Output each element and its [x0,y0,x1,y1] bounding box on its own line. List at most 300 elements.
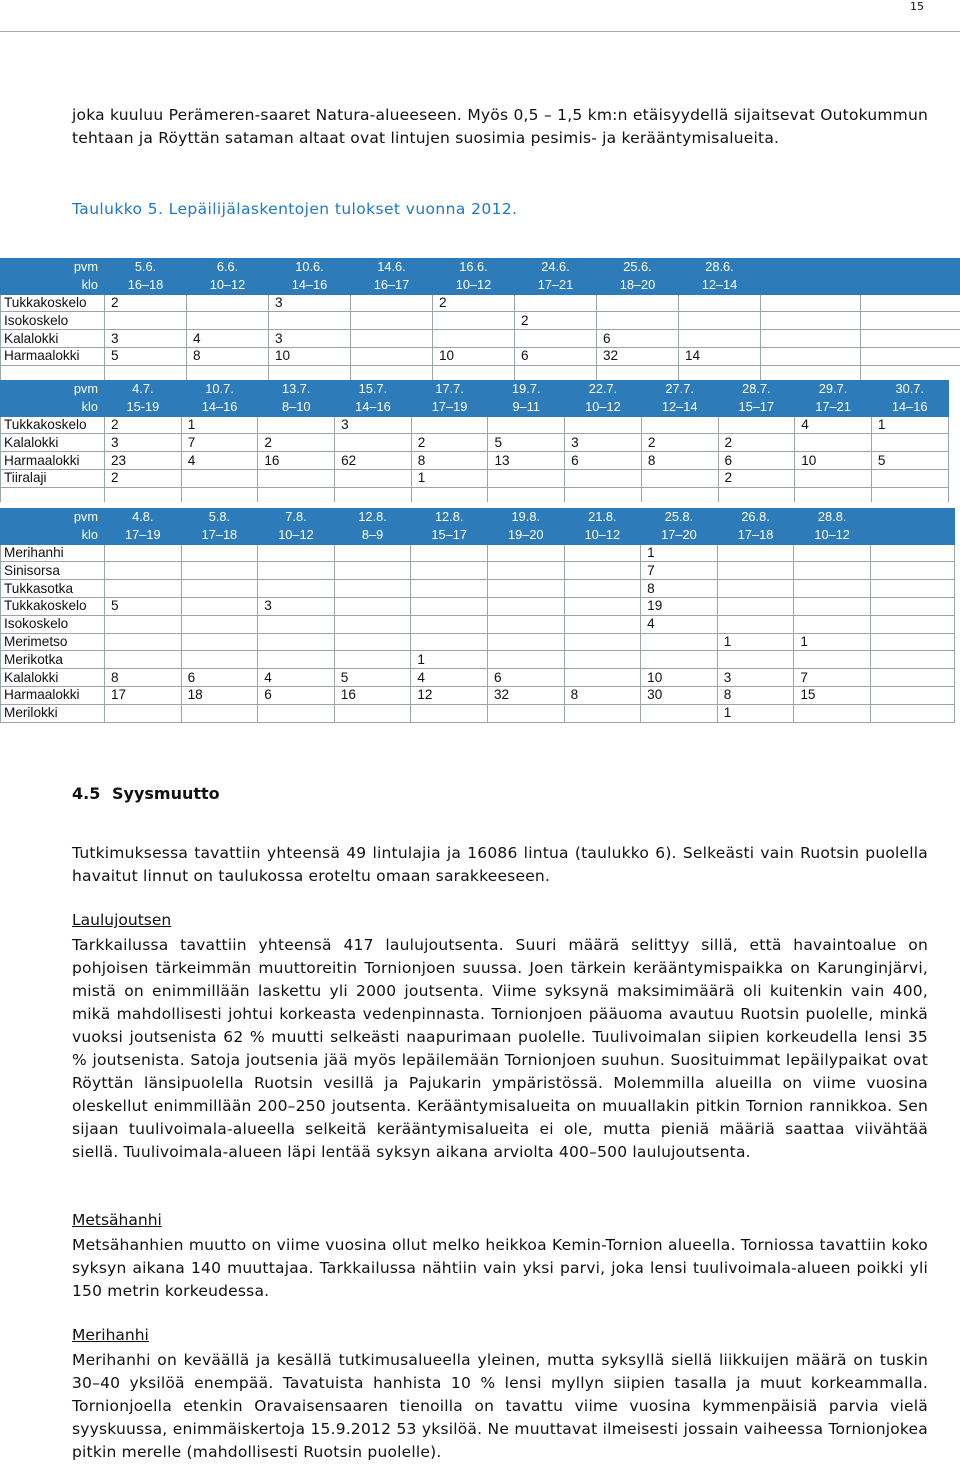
times-cell: 15–17 [411,526,488,544]
count-cell [351,347,433,365]
species-name: Harmaalokki [1,452,105,470]
count-cell: 12 [411,686,488,704]
species-name: Kalalokki [1,330,105,348]
count-cell [258,580,335,598]
table-row [1,580,955,598]
species-name: Merilokki [1,704,105,722]
page-number: 15 [910,0,924,13]
dates-cell: 5.8. [181,509,258,527]
count-cell [564,562,641,580]
count-cell: 5 [334,669,411,687]
count-cell [411,544,488,562]
table-row [1,544,955,562]
dates-cell: 28.6. [679,259,761,277]
blank-cell [870,651,954,669]
count-cell: 8 [187,347,269,365]
table-row [1,704,955,722]
dates-cell: 12.8. [411,509,488,527]
species-name: Merihanhi [1,544,105,562]
count-cell [181,469,258,487]
header-blank-cell [870,509,954,527]
dates-cell: 4.8. [105,509,182,527]
blank-cell [870,633,954,651]
count-cell [717,562,794,580]
count-cell: 10 [433,347,515,365]
count-cell [717,597,794,615]
spacer-cell [258,487,335,502]
count-cell [433,312,515,330]
count-cell [487,651,564,669]
spacer-cell [351,365,433,380]
times-cell: 14–16 [871,398,948,416]
times-cell: 10–12 [433,276,515,294]
count-cell: 4 [181,452,258,470]
count-cell: 19 [641,597,718,615]
times-label: klo [1,276,105,294]
count-cell: 2 [105,469,182,487]
count-cell [258,633,335,651]
header-blank-cell [861,276,960,294]
times-cell: 16–18 [105,276,187,294]
count-cell: 2 [515,312,597,330]
count-cell: 16 [334,686,411,704]
intro-paragraph: joka kuuluu Perämeren-saaret Natura-alueeseen. Myös 0,5 – 1,5 km:n etäisyydellä sijaitsevat Outokummun tehtaan ja Röyttän sataman altaat ovat lintujen suosimia pesimis- ja kerääntymisalueita. [72,106,928,147]
count-cell: 8 [105,669,182,687]
count-cell [564,669,641,687]
observation-table-august [0,508,955,723]
count-cell [105,544,182,562]
species-name: Sinisorsa [1,562,105,580]
count-cell [105,615,182,633]
header-row-dates [1,509,955,527]
times-cell: 15–17 [718,398,795,416]
count-cell [334,597,411,615]
subsection-text-merihanhi: Merihanhi on keväällä ja kesällä tutkimusalueella yleinen, mutta syksyllä siellä liikkuijen määrä on tuskin 30–40 yksilöä enempää. Tavatuista hanhista 10 % lensi myllyn siipien tasalla ja muut korkeammalla. Tornionjoella etenkin Oravaisensaaren tienoilla on tavattu viime vuosina kymmenpäisiä parvia vielä syyskuussa, enimmäiskertoja 15.9.2012 53 yksilöä. Ne muuttavat ilmeisesti jossain vaiheessa Tornionjokea pitkin merelle (mahdollisesti Ruotsin puolelle). [72,1351,928,1461]
count-cell [105,580,182,598]
header-blank-cell [761,276,861,294]
count-cell [641,633,718,651]
count-cell [433,330,515,348]
count-cell: 6 [258,686,335,704]
species-name: Merikotka [1,651,105,669]
count-cell [564,580,641,598]
count-cell [717,651,794,669]
count-cell: 6 [181,669,258,687]
blank-cell [761,294,861,312]
species-name: Isokoskelo [1,615,105,633]
dates-cell: 28.8. [794,509,871,527]
count-cell [564,615,641,633]
blank-cell [870,669,954,687]
count-cell [487,562,564,580]
spacer-cell [861,365,960,380]
count-cell [411,580,488,598]
spacer-cell [597,365,679,380]
count-cell: 4 [187,330,269,348]
dates-cell: 6.6. [187,259,269,277]
count-cell [679,312,761,330]
count-cell [258,469,335,487]
count-cell: 8 [564,686,641,704]
dates-cell: 28.7. [718,381,795,399]
count-cell [871,469,948,487]
times-cell: 14–16 [269,276,351,294]
count-cell [564,633,641,651]
count-cell [334,544,411,562]
count-cell: 10 [795,452,872,470]
count-cell [411,615,488,633]
spacer-cell [1,365,105,380]
dates-label: pvm [1,509,105,527]
species-name: Merimetso [1,633,105,651]
times-cell: 17–18 [181,526,258,544]
count-cell: 8 [641,452,718,470]
count-cell: 23 [105,452,182,470]
count-cell: 2 [433,294,515,312]
count-cell [334,704,411,722]
times-cell: 18–20 [597,276,679,294]
count-cell [258,416,335,434]
dates-cell: 13.7. [258,381,335,399]
count-cell [334,562,411,580]
dates-cell: 17.7. [411,381,488,399]
count-cell [641,651,718,669]
count-cell: 5 [488,434,565,452]
count-cell [487,597,564,615]
table-row [1,686,955,704]
count-cell: 2 [641,434,718,452]
count-cell [487,633,564,651]
count-cell [411,416,488,434]
dates-cell: 22.7. [565,381,642,399]
count-cell [597,312,679,330]
header-row-times [1,276,960,294]
count-cell [181,562,258,580]
count-cell [487,544,564,562]
count-cell [641,704,718,722]
dates-cell: 7.8. [258,509,335,527]
count-cell [411,704,488,722]
dates-cell: 29.7. [795,381,872,399]
count-cell [335,469,412,487]
count-cell: 3 [105,330,187,348]
spacer-cell [181,487,258,502]
count-cell [564,544,641,562]
count-cell [641,416,718,434]
count-cell [794,615,871,633]
spacer-cell [411,487,488,502]
section-intro-paragraph: Tutkimuksessa tavattiin yhteensä 49 lintulajia ja 16086 lintua (taulukko 6). Selkeästi vain Ruotsin puolella havaitut linnut on taulukossa eroteltu omaan sarakkeeseen. [72,844,928,885]
count-cell [105,562,182,580]
count-cell: 6 [597,330,679,348]
dates-cell: 25.6. [597,259,679,277]
times-cell: 14–16 [181,398,258,416]
times-cell: 17–20 [641,526,718,544]
table-row [1,294,960,312]
header-blank-cell [861,259,960,277]
count-cell: 14 [679,347,761,365]
spacer-cell [795,487,872,502]
dates-cell: 14.6. [351,259,433,277]
table-row [1,434,949,452]
count-cell: 3 [269,294,351,312]
count-cell [564,651,641,669]
count-cell [488,469,565,487]
dates-cell: 10.6. [269,259,351,277]
header-blank-cell [761,259,861,277]
count-cell [258,544,335,562]
count-cell [181,615,258,633]
observation-table-july [0,380,949,502]
dates-label: pvm [1,381,105,399]
count-cell [679,294,761,312]
count-cell [795,469,872,487]
count-cell: 1 [641,544,718,562]
times-cell: 17–19 [105,526,182,544]
count-cell [181,580,258,598]
count-cell: 62 [335,452,412,470]
count-cell [187,294,269,312]
spacer-cell [679,365,761,380]
count-cell: 8 [411,452,488,470]
count-cell [181,544,258,562]
count-cell [565,469,642,487]
table-row [1,452,949,470]
times-cell: 17–21 [515,276,597,294]
count-cell [794,704,871,722]
species-name: Kalalokki [1,669,105,687]
count-cell [181,633,258,651]
count-cell: 6 [718,452,795,470]
times-cell: 12–14 [641,398,718,416]
count-cell: 3 [717,669,794,687]
count-cell: 17 [105,686,182,704]
dates-cell: 24.6. [515,259,597,277]
subsection-title-merihanhi: Merihanhi [72,1326,149,1344]
blank-cell [870,562,954,580]
count-cell: 13 [488,452,565,470]
times-cell: 15-19 [105,398,182,416]
subsection-title-metsahanhi: Metsähanhi [72,1211,162,1229]
count-cell [795,434,872,452]
count-cell [411,633,488,651]
spacer-cell [515,365,597,380]
species-name: Isokoskelo [1,312,105,330]
count-cell [794,580,871,598]
count-cell [679,330,761,348]
count-cell: 16 [258,452,335,470]
dates-cell: 15.7. [335,381,412,399]
dates-cell: 19.8. [487,509,564,527]
subsection-text-laulujoutsen: Tarkkailussa tavattiin yhteensä 417 laulujoutsenta. Suuri määrä selittyy sillä, että havaintoalue on pohjoisen tärkeimmän muuttoreitin Tornionjoen suussa. Joen tärkein kerääntymispaikka on Karunginjärvi, mistä on enimmillään laskettu yli 2000 joutsenta. Viime syksynä maksimimäärä oli kuitenkin vain 400, mikä mahdollisesti johtui korkeasta vedenpinnasta. Tornionjoen pääuoma avautuu Ruotsin puolelle, minkä vuoksi joutsenista 62 % muutti selkeästi naapurimaan puolelle. Tuulivoimalan siipien korkeudella lensi 35 % joutsenista. Satoja joutsenia jää myös lepäilemään Tornionjoen suuhun. Suosituimmat lepäilypaikat ovat Röyttän länsipuolella Ruotsin vesillä ja Pajukarin ympäristössä. Molemmilla alueilla on viime vuosina oleskellut enimmillään 200–250 joutsenta. Kerääntymisalueita on muuallakin pitkin Tornion rannikkoa. Sen sijaan tuulivoimala-alueella selkeitä kerääntymisalueita ei ole, mutta pieniä määriä saattaa viivähtää siellä. Tuulivoimala-alueen läpi lentää syksyn aikana arviolta 400–500 laulujoutsenta. [72,936,928,1161]
count-cell [411,597,488,615]
count-cell [871,434,948,452]
count-cell: 5 [105,597,182,615]
spacer-cell [105,487,182,502]
count-cell [334,651,411,669]
species-name: Tukkakoskelo [1,294,105,312]
count-cell: 5 [871,452,948,470]
count-cell: 2 [718,469,795,487]
count-cell [334,615,411,633]
dates-label: pvm [1,259,105,277]
count-cell: 30 [641,686,718,704]
count-cell: 32 [597,347,679,365]
section-title: Syysmuutto [112,784,220,803]
count-cell: 2 [411,434,488,452]
spacer-cell [761,365,861,380]
times-cell: 8–10 [258,398,335,416]
header-row-times [1,398,949,416]
count-cell [597,294,679,312]
blank-cell [861,294,960,312]
count-cell: 4 [258,669,335,687]
subsection-title-laulujoutsen: Laulujoutsen [72,911,172,929]
count-cell [411,562,488,580]
species-name: Tukkakoskelo [1,597,105,615]
count-cell: 2 [105,294,187,312]
times-cell: 8–9 [334,526,411,544]
count-cell: 3 [269,330,351,348]
count-cell [105,651,182,669]
spacer-cell [433,365,515,380]
dates-cell: 12.8. [334,509,411,527]
count-cell: 4 [411,669,488,687]
count-cell [181,704,258,722]
count-cell: 1 [717,633,794,651]
blank-cell [861,312,960,330]
count-cell [717,580,794,598]
times-cell: 16–17 [351,276,433,294]
dates-cell: 21.8. [564,509,641,527]
count-cell [487,615,564,633]
times-label: klo [1,398,105,416]
count-cell [565,416,642,434]
count-cell: 3 [105,434,182,452]
count-cell [351,294,433,312]
count-cell [258,651,335,669]
count-cell [105,633,182,651]
count-cell: 32 [487,686,564,704]
blank-cell [870,544,954,562]
spacer-row [1,365,960,380]
spacer-cell [718,487,795,502]
subsection-text-metsahanhi: Metsähanhien muutto on viime vuosina ollut melko heikkoa Kemin-Tornion alueella. Torniossa tavattiin koko syksyn aikana 140 muuttajaa. Tarkkailussa nähtiin vain yksi parvi, joka lensi tuulivoimala-alueen poikki yli 150 metrin korkeudessa. [72,1236,928,1300]
table-row [1,633,955,651]
count-cell [564,704,641,722]
count-cell [717,544,794,562]
dates-cell: 25.8. [641,509,718,527]
spacer-cell [269,365,351,380]
count-cell [794,651,871,669]
count-cell [488,416,565,434]
table-row [1,615,955,633]
dates-cell: 4.7. [105,381,182,399]
count-cell: 10 [269,347,351,365]
times-cell: 10–12 [187,276,269,294]
count-cell: 1 [871,416,948,434]
count-cell: 7 [181,434,258,452]
count-cell: 3 [258,597,335,615]
times-cell: 10–12 [258,526,335,544]
count-cell [181,597,258,615]
blank-cell [870,597,954,615]
times-cell: 9–11 [488,398,565,416]
table-row [1,416,949,434]
times-cell: 17–21 [795,398,872,416]
count-cell [794,544,871,562]
table-row [1,347,960,365]
times-cell: 10–12 [565,398,642,416]
count-cell [794,597,871,615]
count-cell [334,633,411,651]
count-cell [641,469,718,487]
blank-cell [761,330,861,348]
count-cell [515,294,597,312]
times-cell: 10–12 [794,526,871,544]
times-cell: 19–20 [487,526,564,544]
table-row [1,330,960,348]
count-cell: 10 [641,669,718,687]
table-row [1,651,955,669]
table-row [1,312,960,330]
spacer-cell [335,487,412,502]
table-row [1,669,955,687]
table-row [1,469,949,487]
table-caption: Taulukko 5. Lepäilijälaskentojen tulokset vuonna 2012. [72,200,518,218]
count-cell [515,330,597,348]
count-cell: 6 [565,452,642,470]
count-cell [334,580,411,598]
header-row-times [1,526,955,544]
dates-cell: 19.7. [488,381,565,399]
table-row [1,597,955,615]
count-cell: 1 [717,704,794,722]
count-cell: 15 [794,686,871,704]
count-cell [187,312,269,330]
spacer-cell [488,487,565,502]
blank-cell [870,580,954,598]
count-cell [564,597,641,615]
table-row [1,562,955,580]
count-cell: 1 [411,651,488,669]
count-cell: 6 [515,347,597,365]
count-cell: 1 [411,469,488,487]
header-rule [0,31,960,32]
count-cell: 2 [258,434,335,452]
observation-table-june [0,258,960,380]
count-cell [181,651,258,669]
spacer-row [1,487,949,502]
dates-cell: 27.7. [641,381,718,399]
section-number: 4.5 [72,784,101,803]
blank-cell [870,615,954,633]
count-cell [718,416,795,434]
count-cell: 3 [565,434,642,452]
count-cell [794,562,871,580]
count-cell [269,312,351,330]
count-cell [258,704,335,722]
times-cell: 17–19 [411,398,488,416]
count-cell: 6 [487,669,564,687]
count-cell [717,615,794,633]
species-name: Harmaalokki [1,686,105,704]
dates-cell: 16.6. [433,259,515,277]
count-cell [258,615,335,633]
count-cell: 3 [335,416,412,434]
blank-cell [861,347,960,365]
count-cell [105,312,187,330]
